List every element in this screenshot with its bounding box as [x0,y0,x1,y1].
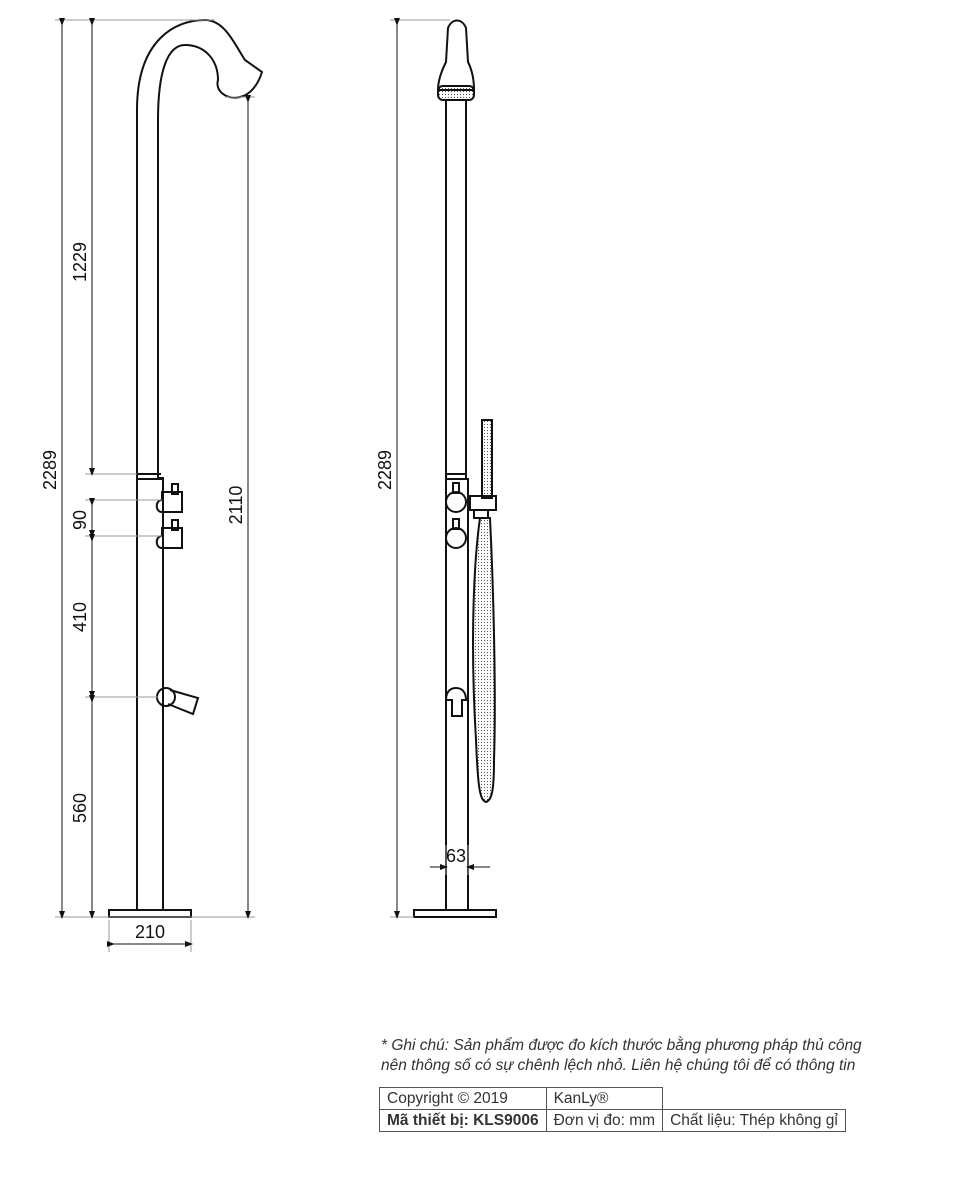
model-cell: Mã thiết bị: KLS9006 [380,1110,547,1132]
disclaimer-note [381,1036,941,1076]
dim-valve-spacing: 90 [70,509,90,531]
side-upper-valve [446,483,466,512]
info-row-1 [380,1088,846,1110]
unit-cell: Đơn vị đo: mm [546,1110,662,1132]
material-cell: Chất liệu: Thép không gỉ [663,1110,846,1132]
dim-showerhead-height: 2110 [226,485,246,525]
side-shower-head [438,21,474,91]
dim-total-height-front: 2289 [40,449,60,491]
empty-cell [663,1088,846,1110]
side-dimensions [390,20,490,917]
side-view [414,21,496,918]
side-base-plate [414,910,496,917]
front-upper-valve [157,484,182,512]
front-lower-valve [157,520,182,548]
side-hand-shower [470,420,496,802]
front-dimension-labels [40,242,246,942]
info-table [379,1087,846,1132]
info-row-2 [380,1110,846,1132]
front-base-plate [109,910,191,917]
dim-valve-to-spout: 410 [70,601,90,633]
note-line-2: nên thông số có sự chênh lệch nhỏ. Liên hệ chúng tôi để có thông tin [381,1057,856,1074]
side-lower-valve [446,519,466,548]
dim-spout-to-floor: 560 [70,792,90,824]
dim-base-width: 210 [134,922,166,942]
brand-cell: KanLy® [546,1088,662,1110]
side-spout [446,688,466,716]
dim-pipe-diameter: 63 [445,846,467,866]
dim-total-height-side: 2289 [375,449,395,491]
copyright-cell: Copyright © 2019 [380,1088,547,1110]
front-pipe [137,20,262,910]
front-view [109,20,262,917]
dim-top-section: 1229 [70,241,90,283]
note-line-1: * Ghi chú: Sản phẩm được đo kích thước bằng phương pháp thủ công [381,1037,862,1054]
